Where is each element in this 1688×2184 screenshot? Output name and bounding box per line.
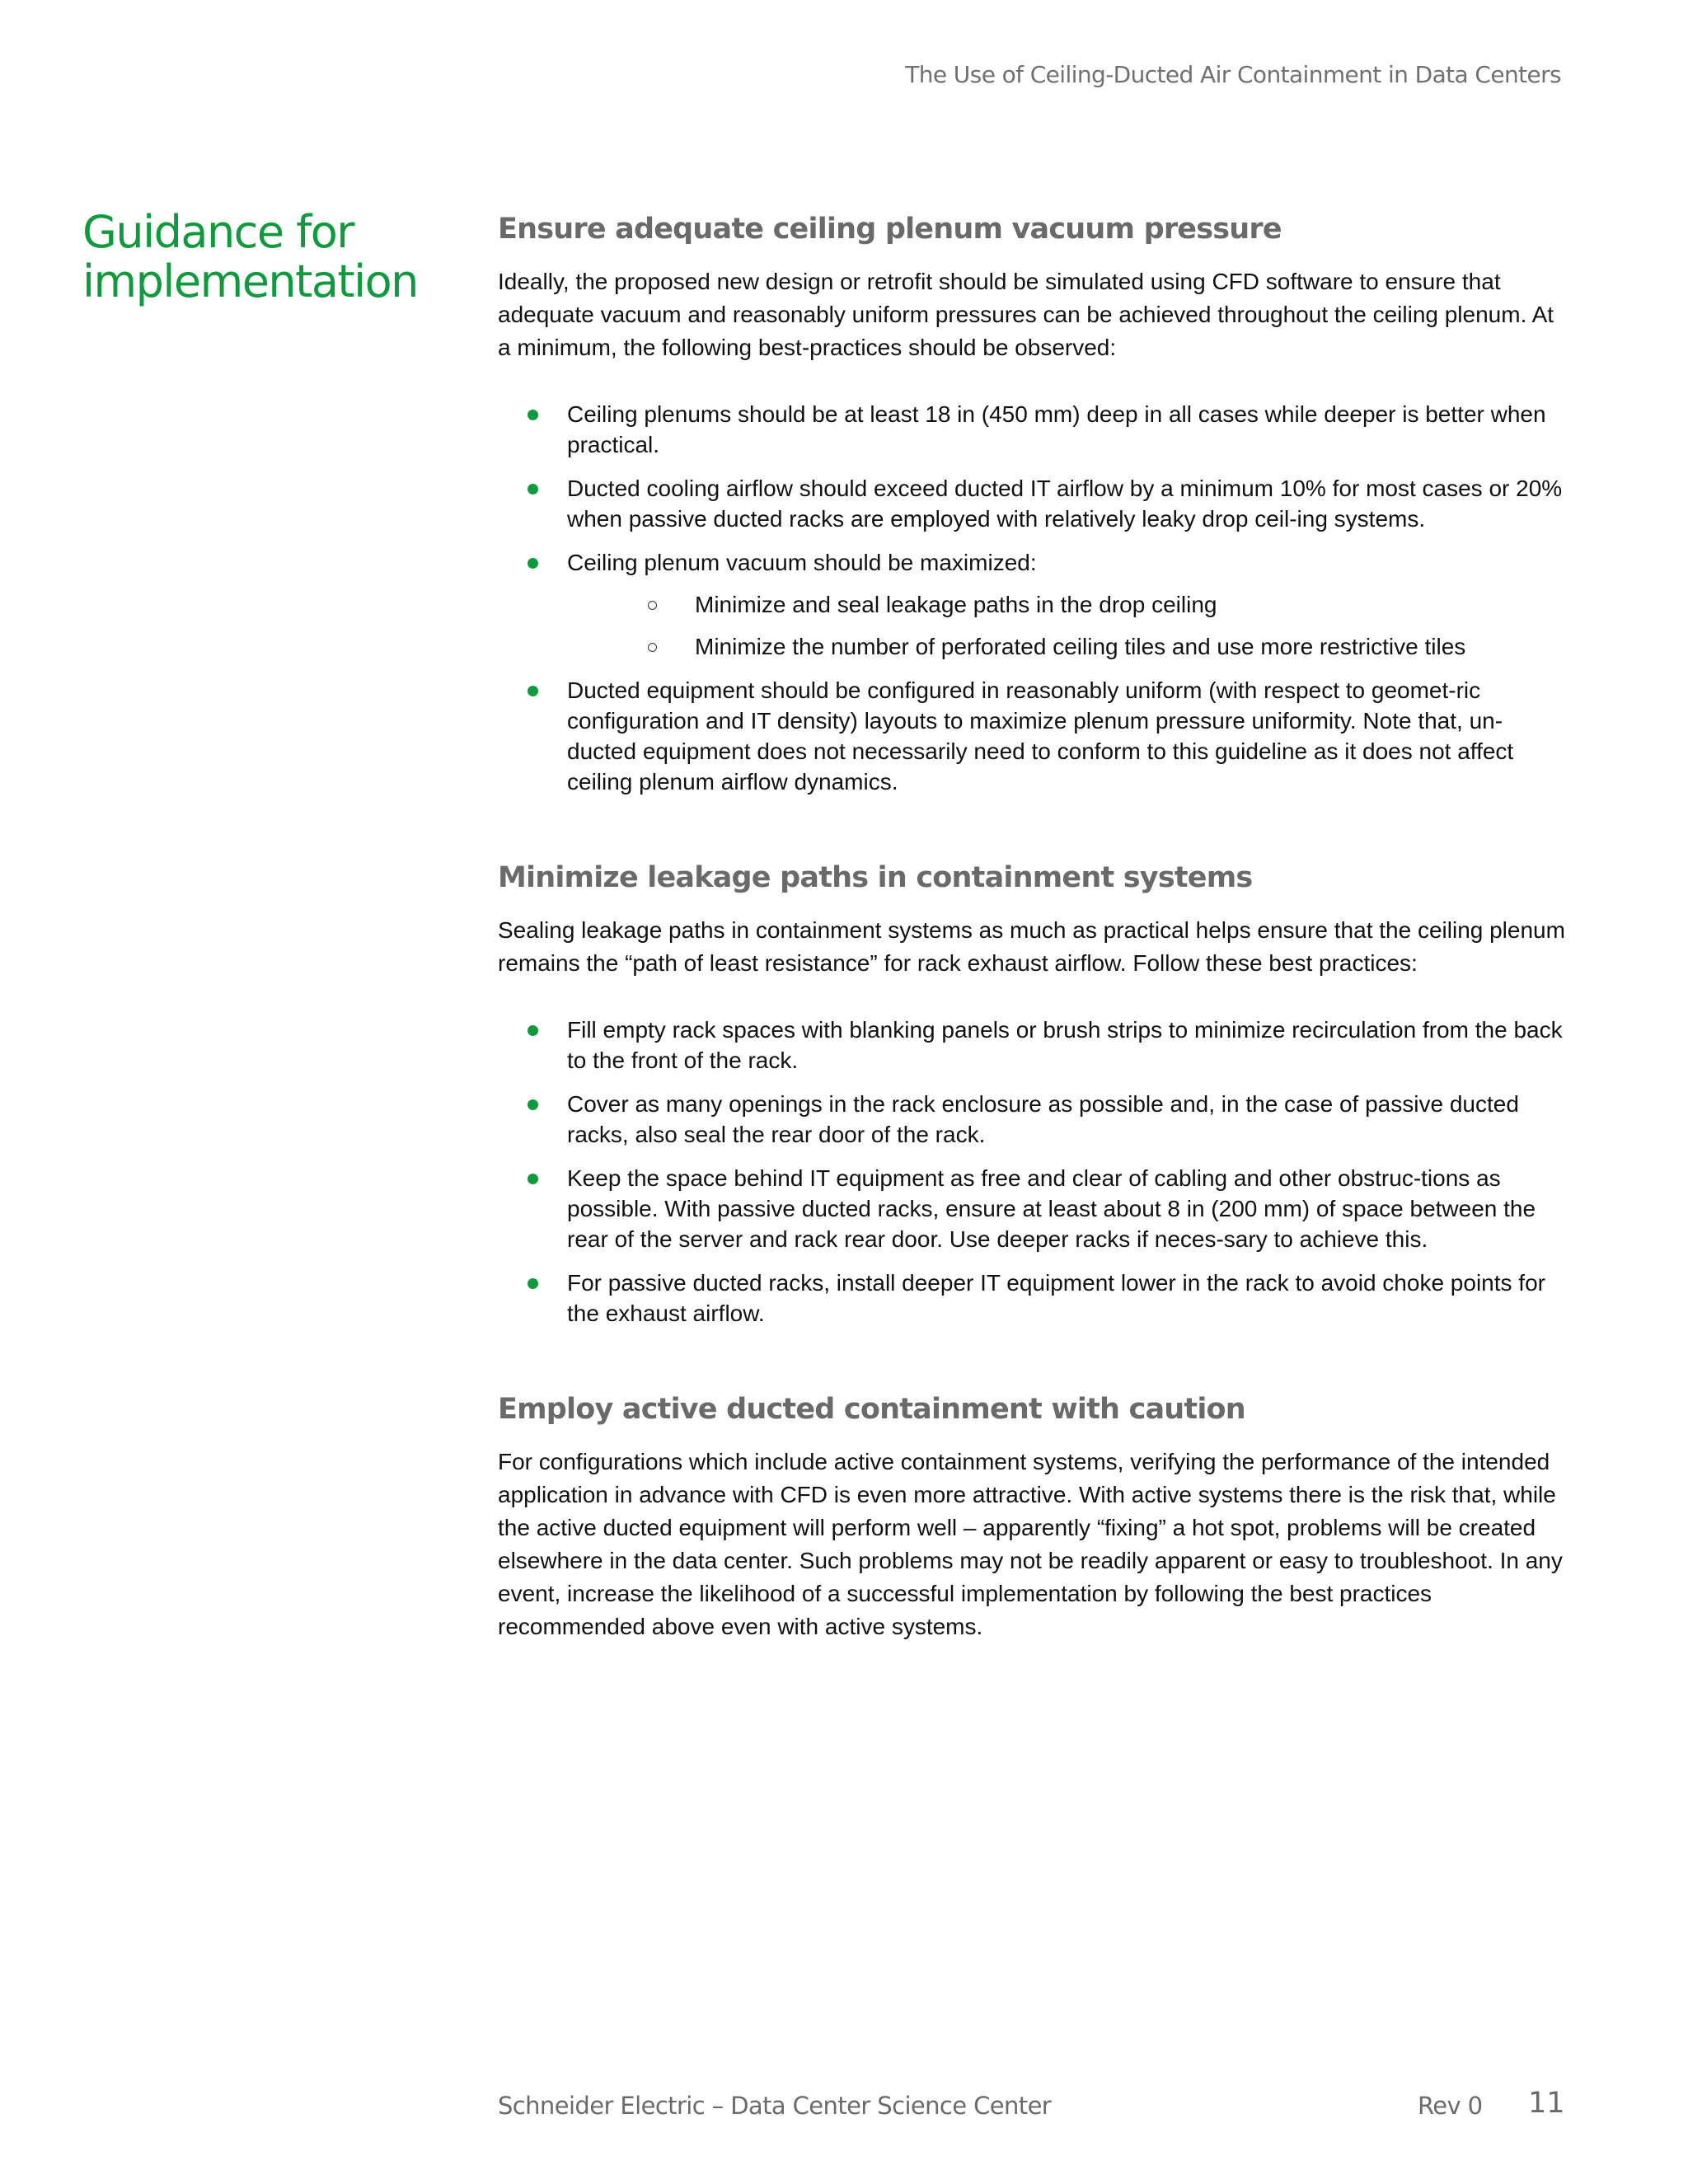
side-title: Guidance for implementation [82, 206, 418, 307]
list-item [498, 675, 1569, 797]
list-item [498, 399, 1569, 460]
sub-list-item-text: Minimize and seal leakage paths in the drop ceiling [695, 592, 1217, 617]
page-number: 11 [1528, 2087, 1565, 2120]
section-intro: For configurations which include active containment systems, verifying the performance of the intended application in advance with CFD is even more attractive. With active systems there is the risk that, while the active ducted equipment will perform well – apparently “fixing” a hot spot, problems will be created elsewhere in the data center. Such problems may not be readily apparent or easy to troubleshoot. In any event, increase the likelihood of a successful implementation by following the best practices recommended above even with active systems. [498, 1449, 1563, 1639]
bullet-dot-icon [528, 1025, 538, 1036]
section-plenum-vacuum [498, 211, 1569, 797]
main-content [498, 211, 1569, 1706]
list-item [498, 547, 1569, 662]
bullet-dot-icon [528, 558, 538, 569]
list-item [498, 1015, 1569, 1076]
list-item-text: Ducted cooling airflow should exceed ducted IT airflow by a minimum 10% for most cases or 20% when passive ducted racks are employed with relatively leaky drop ceil-ing systems. [567, 476, 1563, 532]
hollow-circle-icon [648, 643, 657, 652]
list-item-text: Ceiling plenum vacuum should be maximized: [567, 550, 1037, 575]
bullet-dot-icon [528, 1174, 538, 1184]
hollow-circle-icon [648, 601, 657, 610]
footer-organization: Schneider Electric – Data Center Science Center [498, 2092, 1052, 2120]
list-item-text: Fill empty rack spaces with blanking panels or brush strips to minimize recirculation from the back to the front of the rack. [567, 1017, 1563, 1073]
list-item-text: Ceiling plenums should be at least 18 in (450 mm) deep in all cases while deeper is better when practical. [567, 401, 1546, 457]
list-item [498, 1268, 1569, 1329]
bullet-dot-icon [528, 1099, 538, 1110]
running-header: The Use of Ceiling-Ducted Air Containment in Data Centers [905, 61, 1561, 88]
footer-revision: Rev 0 [1418, 2092, 1483, 2120]
bullet-dot-icon [528, 1278, 538, 1289]
sub-bullet-list [567, 589, 1569, 662]
bullet-dot-icon [528, 686, 538, 696]
section-intro: Sealing leakage paths in containment systems as much as practical helps ensure that the ceiling plenum remains the “path of least resistance” for rack exhaust airflow. Follow these best practices: [498, 917, 1565, 976]
sub-list-item [498, 589, 1569, 620]
section-active-containment [498, 1391, 1569, 1643]
sub-list-item-text: Minimize the number of perforated ceiling tiles and use more restrictive tiles [695, 634, 1466, 659]
section-leakage-paths [498, 860, 1569, 1329]
list-item [498, 473, 1569, 534]
bullet-list [498, 399, 1569, 797]
section-heading: Minimize leakage paths in containment systems [498, 861, 1253, 894]
sub-list-item [498, 631, 1569, 662]
bullet-list [498, 1015, 1569, 1329]
list-item [498, 1089, 1569, 1150]
section-heading: Employ active ducted containment with caution [498, 1393, 1245, 1426]
list-item-text: Ducted equipment should be configured in reasonably uniform (with respect to geomet-ric configuration and IT density) layouts to maximize plenum pressure uniformity. Note that, un-ducted equipment does not necessarily need to conform to this guideline as it does not affect ceiling plenum airflow dynamics. [567, 677, 1514, 794]
section-heading: Ensure adequate ceiling plenum vacuum pressure [498, 213, 1282, 246]
bullet-dot-icon [528, 410, 538, 420]
list-item-text: For passive ducted racks, install deeper IT equipment lower in the rack to avoid choke points for the exhaust airflow. [567, 1270, 1545, 1326]
bullet-dot-icon [528, 484, 538, 494]
section-intro: Ideally, the proposed new design or retrofit should be simulated using CFD software to ensure that adequate vacuum and reasonably uniform pressures can be achieved throughout the ceiling plenum. At a minimum, the following best-practices should be observed: [498, 269, 1554, 360]
list-item-text: Cover as many openings in the rack enclosure as possible and, in the case of passive ducted racks, also seal the rear door of the rack. [567, 1091, 1519, 1147]
list-item [498, 1163, 1569, 1254]
list-item-text: Keep the space behind IT equipment as free and clear of cabling and other obstruc-tions as possible. With passive ducted racks, ensure at least about 8 in (200 mm) of space between the rear of the server and rack rear door. Use deeper racks if neces-sary to achieve this. [567, 1165, 1536, 1252]
